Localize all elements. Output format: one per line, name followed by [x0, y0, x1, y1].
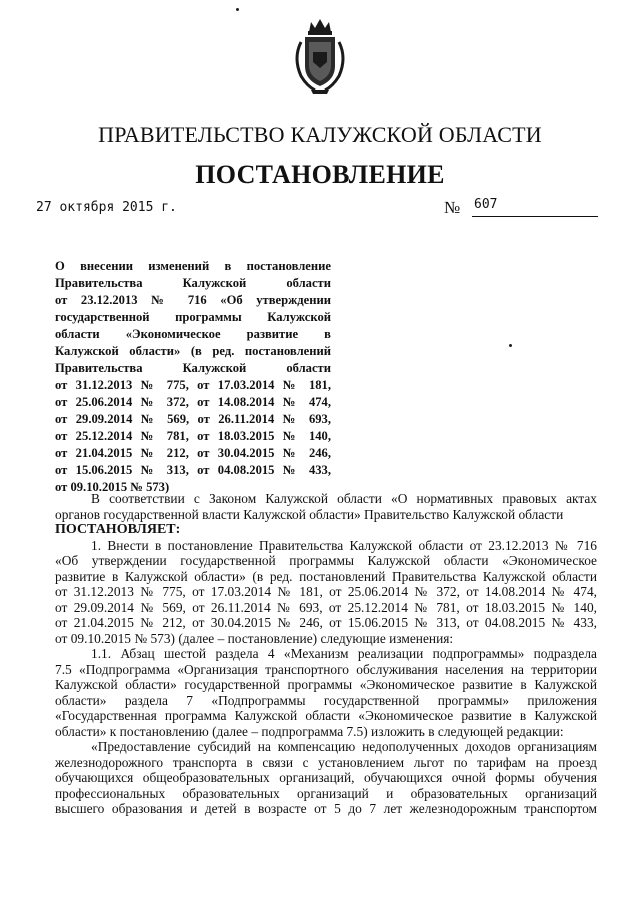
- subject-line: от 21.04.2015 № 212, от 30.04.2015 № 246,: [55, 446, 331, 460]
- body-line: железнодорожного транспорта в связи с установлением льгот по тарифам на проезд: [55, 754, 597, 770]
- item-1-1-paragraph: [55, 646, 597, 739]
- document-number: 607: [474, 197, 498, 212]
- body-line: 7.5 «Подпрограмма «Организация транспортного обслуживания населения на территории: [55, 661, 597, 677]
- item-1-paragraph: [55, 538, 597, 647]
- document-date: 27 октября 2015 г.: [36, 200, 177, 215]
- subject-line: Правительства Калужской области: [55, 276, 331, 290]
- body-line: «Об утверждении государственной программы Калужской области «Экономическое: [55, 553, 597, 568]
- subject-line: от 25.12.2014 № 781, от 18.03.2015 № 140,: [55, 429, 331, 443]
- document-type-title: ПОСТАНОВЛЕНИЕ: [195, 160, 445, 189]
- body-line: области» к постановлению (далее – подпрограмма 7.5) изложить в следующей редакции:: [55, 723, 564, 739]
- subject-line: от 23.12.2013 № 716 «Об утверждении: [55, 293, 331, 307]
- quoted-text-paragraph: [55, 739, 597, 817]
- body-line: от 09.10.2015 № 573) (далее – постановление) следующие изменения:: [55, 630, 454, 646]
- subject-line: О внесении изменений в постановление: [55, 259, 331, 273]
- body-line: профессиональных образовательных организаций и образовательных организаций: [55, 785, 597, 801]
- number-underline: [472, 216, 598, 217]
- body-line: органов государственной власти Калужской области» Правительство Калужской области: [55, 506, 564, 522]
- body-line: В соответствии с Законом Калужской области «О нормативных правовых актах: [91, 491, 597, 506]
- body-line: от 29.09.2014 № 569, от 26.11.2014 № 693, от 25.12.2014 № 781, от 18.03.2015 № 140,: [55, 599, 597, 615]
- decree-word: ПОСТАНОВЛЯЕТ:: [55, 522, 181, 537]
- body-line: развитие в Калужской области» (в ред. постановлений Правительства Калужской области: [55, 568, 597, 584]
- body-line: 1.1. Абзац шестой раздела 4 «Механизм реализации подпрограммы» подраздела: [91, 646, 597, 661]
- subject-line: от 15.06.2015 № 313, от 04.08.2015 № 433,: [55, 463, 331, 477]
- subject-line: от 31.12.2013 № 775, от 17.03.2014 № 181,: [55, 378, 331, 392]
- number-sign: №: [444, 198, 461, 217]
- body-line: от 31.12.2013 № 775, от 17.03.2014 № 181, от 25.06.2014 № 372, от 14.08.2014 № 474,: [55, 584, 597, 599]
- body-line: высшего образования и детей в возрасте от 5 до 7 лет железнодорожным транспортом: [55, 801, 597, 816]
- scan-speck: [509, 344, 512, 347]
- subject-line: Калужской области» (в ред. постановлений: [55, 344, 331, 358]
- body-line: «Предоставление субсидий на компенсацию недополученных доходов организациям: [91, 739, 597, 754]
- subject-line: от 25.06.2014 № 372, от 14.08.2014 № 474,: [55, 395, 331, 409]
- subject-line: области «Экономическое развитие в: [55, 327, 331, 341]
- body-line: области» раздела 7 «Подпрограммы государственной программы» приложения: [55, 692, 597, 708]
- scan-speck: [236, 8, 239, 11]
- subject-block: [55, 258, 331, 496]
- subject-line: от 09.10.2015 № 573): [55, 480, 170, 494]
- subject-line: Правительства Калужской области: [55, 361, 331, 375]
- intro-paragraph: [55, 491, 597, 522]
- government-title: ПРАВИТЕЛЬСТВО КАЛУЖСКОЙ ОБЛАСТИ: [98, 122, 542, 147]
- body-line: от 21.04.2015 № 212, от 30.04.2015 № 246, от 15.06.2015 № 313, от 04.08.2015 № 433,: [55, 615, 597, 630]
- body-line: «Государственная программа Калужской области «Экономическое развитие в Калужской: [55, 708, 597, 723]
- coat-of-arms-emblem: [291, 18, 349, 96]
- subject-line: государственной программы Калужской: [55, 310, 331, 324]
- document-body: [55, 491, 597, 817]
- body-line: Калужской области» государственной программы «Экономическое развитие в Калужской: [55, 677, 597, 692]
- subject-line: от 29.09.2014 № 569, от 26.11.2014 № 693,: [55, 412, 331, 426]
- body-line: 1. Внести в постановление Правительства Калужской области от 23.12.2013 № 716: [91, 537, 597, 553]
- body-line: обучающихся общеобразовательных организаций, обучающихся очной формы обучения: [55, 770, 597, 785]
